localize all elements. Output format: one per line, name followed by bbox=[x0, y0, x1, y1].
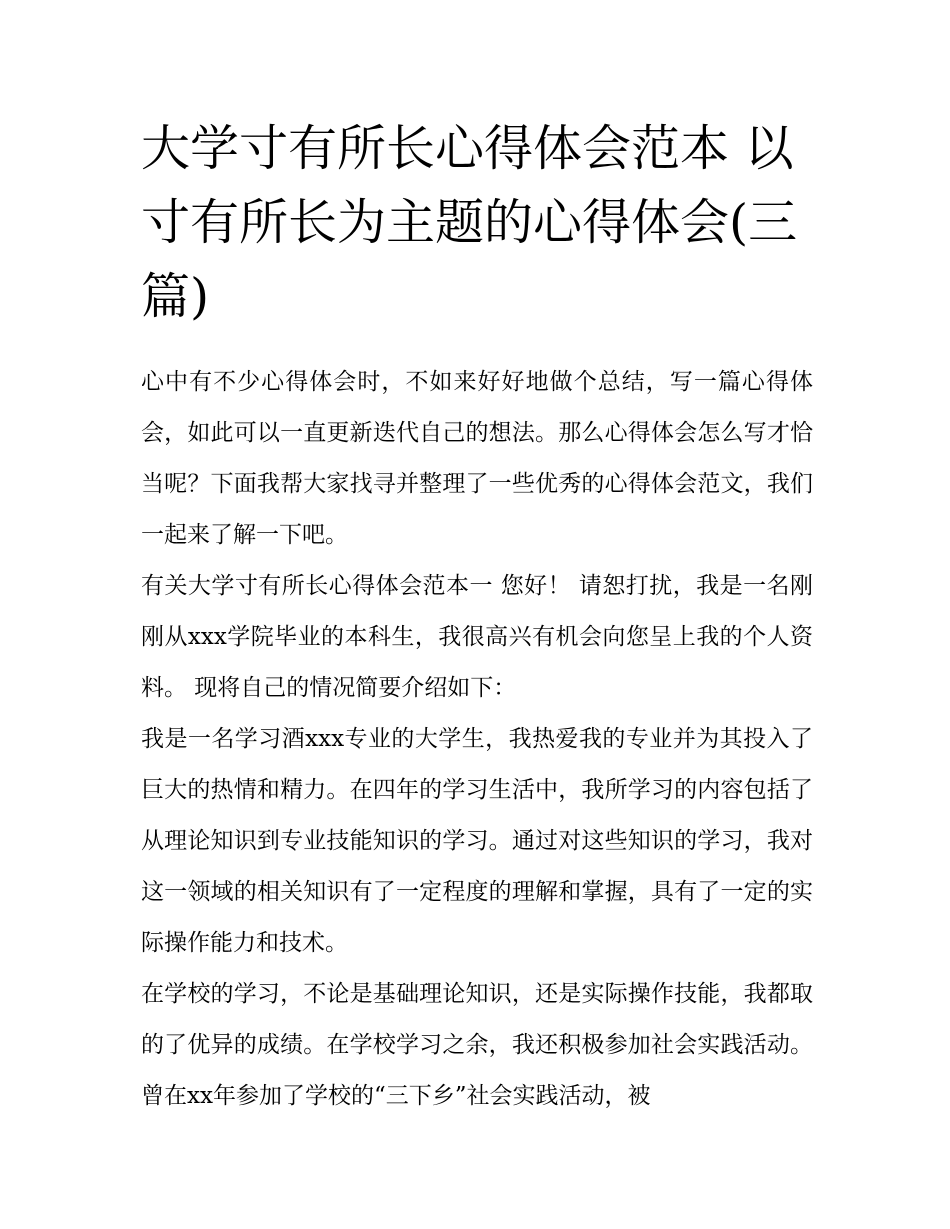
major-study-paragraph: 我是一名学习酒xxx专业的大学生，我热爱我的专业并为其投入了巨大的热情和精力。在四年的学习生活中，我所学习的内容包括了从理论知识到专业技能知识的学习。通过对这些知识的学习，我对这一领域的相关知识有了一定程度的理解和掌握，具有了一定的实际操作能力和技术。 bbox=[141, 726, 813, 956]
intro-paragraph: 心中有不少心得体会时，不如来好好地做个总结，写一篇心得体会，如此可以一直更新迭代自己的想法。那么心得体会怎么写才恰当呢？下面我帮大家找寻并整理了一些优秀的心得体会范文，我们一起来了解一下吧。 bbox=[141, 369, 813, 548]
school-study-paragraph: 在学校的学习，不论是基础理论知识，还是实际操作技能，我都取的了优异的成绩。在学校学习之余，我还积极参加社会实践活动。曾在xx年参加了学校的“三下乡”社会实践活动，被 bbox=[141, 981, 813, 1109]
document-title: 大学寸有所长心得体会范本 以寸有所长为主题的心得体会(三篇) bbox=[141, 120, 798, 325]
sample-one-paragraph: 有关大学寸有所长心得体会范本一 您好！ 请恕打扰，我是一名刚刚从xxx学院毕业的本科生，我很高兴有机会向您呈上我的个人资料。 现将自己的情况简要介绍如下： bbox=[141, 573, 813, 701]
document-body bbox=[141, 357, 813, 1122]
